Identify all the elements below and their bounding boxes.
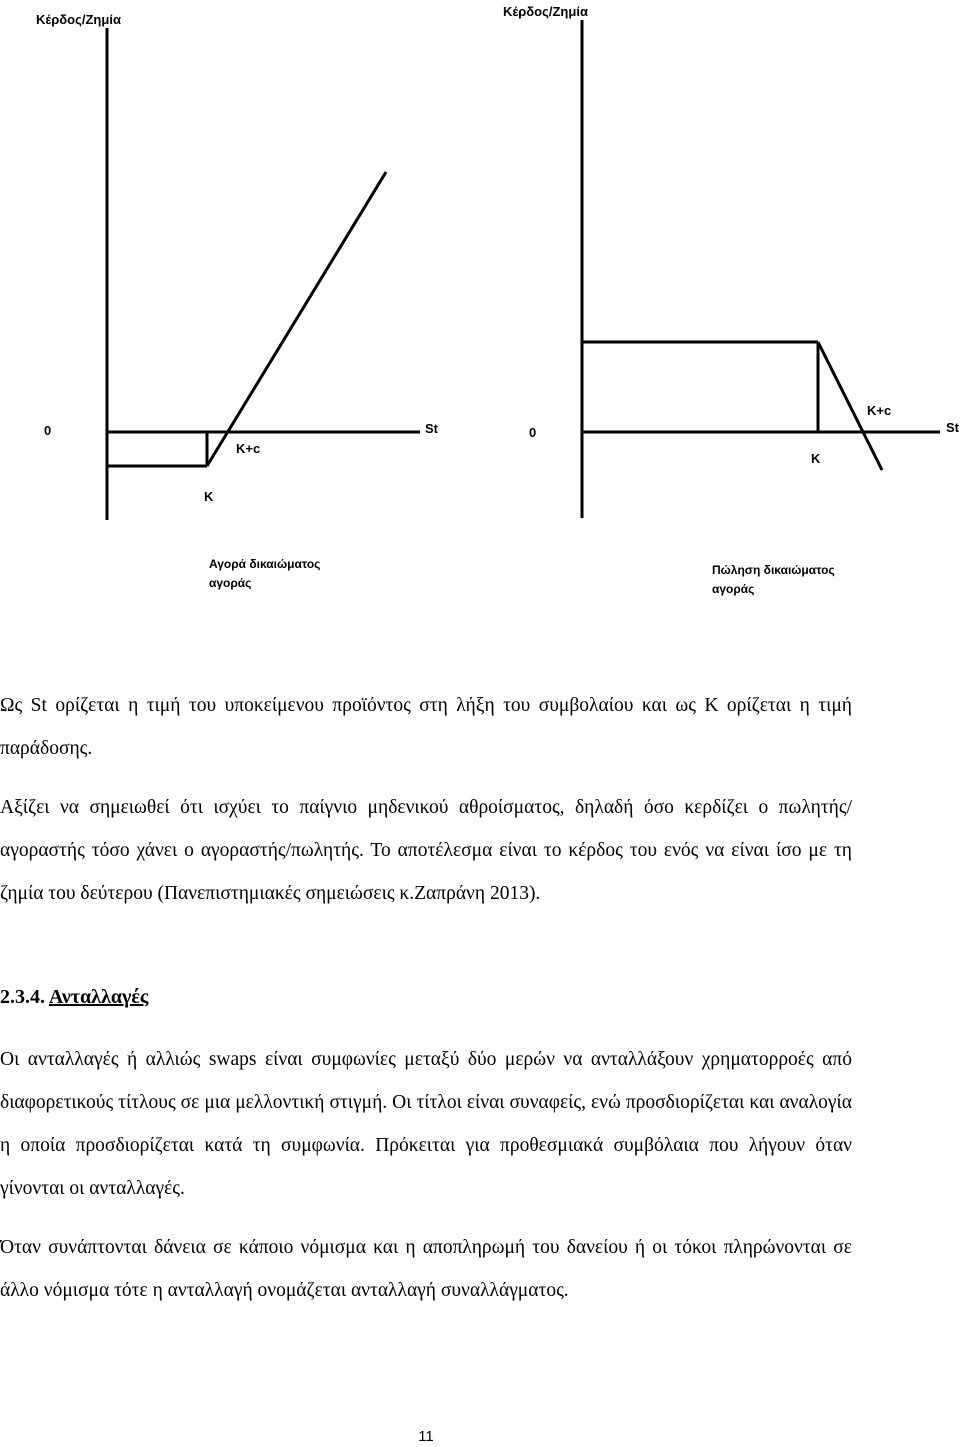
short-call-diagram xyxy=(582,20,940,518)
left-origin-label: 0 xyxy=(44,423,52,438)
long-call-diagram xyxy=(107,28,420,520)
paragraph-2: Αξίζει να σημειωθεί ότι ισχύει το παίγνιο μηδενικού αθροίσματος, δηλαδή όσο κερδίζει ο πωλητής/αγοραστής τόσο χάνει ο αγοραστής/πωλητής. Το αποτέλεσμα είναι το κέρδος του ενός να είναι ίσο με τη ζημία του δεύτερου (Πανεπιστημιακές σημειώσεις κ.Ζαπράνη 2013). xyxy=(0,797,852,904)
paragraph-1: Ως St ορίζεται η τιμή του υποκείμενου προϊόντος στη λήξη του συμβολαίου και ως Κ ορίζεται η τιμή παράδοσης. xyxy=(0,695,852,759)
payoff-diagrams xyxy=(0,0,960,640)
right-x-axis-label: St xyxy=(946,420,959,435)
paragraph-3: Οι ανταλλαγές ή αλλιώς swaps είναι συμφωνίες μεταξύ δύο μερών να ανταλλάξουν χρηματορροές από διαφορετικούς τίτλους σε μια μελλοντική στιγμή. Οι τίτλοι είναι συναφείς, ενώ προσδιορίζεται και αναλογία η οποία προσδιορίζεται κατά τη συμφωνία. Πρόκειται για προθεσμιακά συμβόλαια που λήγουν όταν γίνονται οι ανταλλαγές. xyxy=(0,1049,852,1199)
paragraph-currency-swap xyxy=(0,1226,852,1312)
section-title: Ανταλλαγές xyxy=(48,986,149,1008)
right-figure-caption xyxy=(712,561,835,599)
section-heading xyxy=(0,986,148,1009)
right-caption-line2: αγοράς xyxy=(712,582,755,596)
left-figure-caption xyxy=(209,555,320,593)
left-caption-line1: Αγορά δικαιώματος xyxy=(209,557,321,571)
left-x-axis-label: St xyxy=(425,421,438,436)
left-breakeven-label: K+c xyxy=(236,441,261,456)
right-breakeven-label: K+c xyxy=(867,403,892,418)
right-y-axis-label: Κέρδος/Ζημία xyxy=(503,4,588,19)
paragraph-swaps xyxy=(0,1038,852,1210)
right-origin-label: 0 xyxy=(529,425,537,440)
paragraph-zero-sum xyxy=(0,786,852,915)
left-y-axis-label: Κέρδος/Ζημία xyxy=(36,12,121,27)
page-number: 11 xyxy=(418,1428,434,1445)
section-number: 2.3.4. xyxy=(0,986,45,1008)
paragraph-4: Όταν συνάπτονται δάνεια σε κάποιο νόμισμα και η αποπληρωμή του δανείου ή οι τόκοι πληρώνονται σε άλλο νόμισμα τότε η ανταλλαγή ονομάζεται ανταλλαγή συναλλάγματος. xyxy=(0,1237,852,1301)
paragraph-definition xyxy=(0,684,852,770)
right-caption-line1: Πώληση δικαιώματος xyxy=(712,563,835,577)
right-strike-label: K xyxy=(811,451,821,466)
left-caption-line2: αγοράς xyxy=(209,576,252,590)
left-payoff-line xyxy=(207,172,386,466)
left-strike-label: K xyxy=(204,489,214,504)
